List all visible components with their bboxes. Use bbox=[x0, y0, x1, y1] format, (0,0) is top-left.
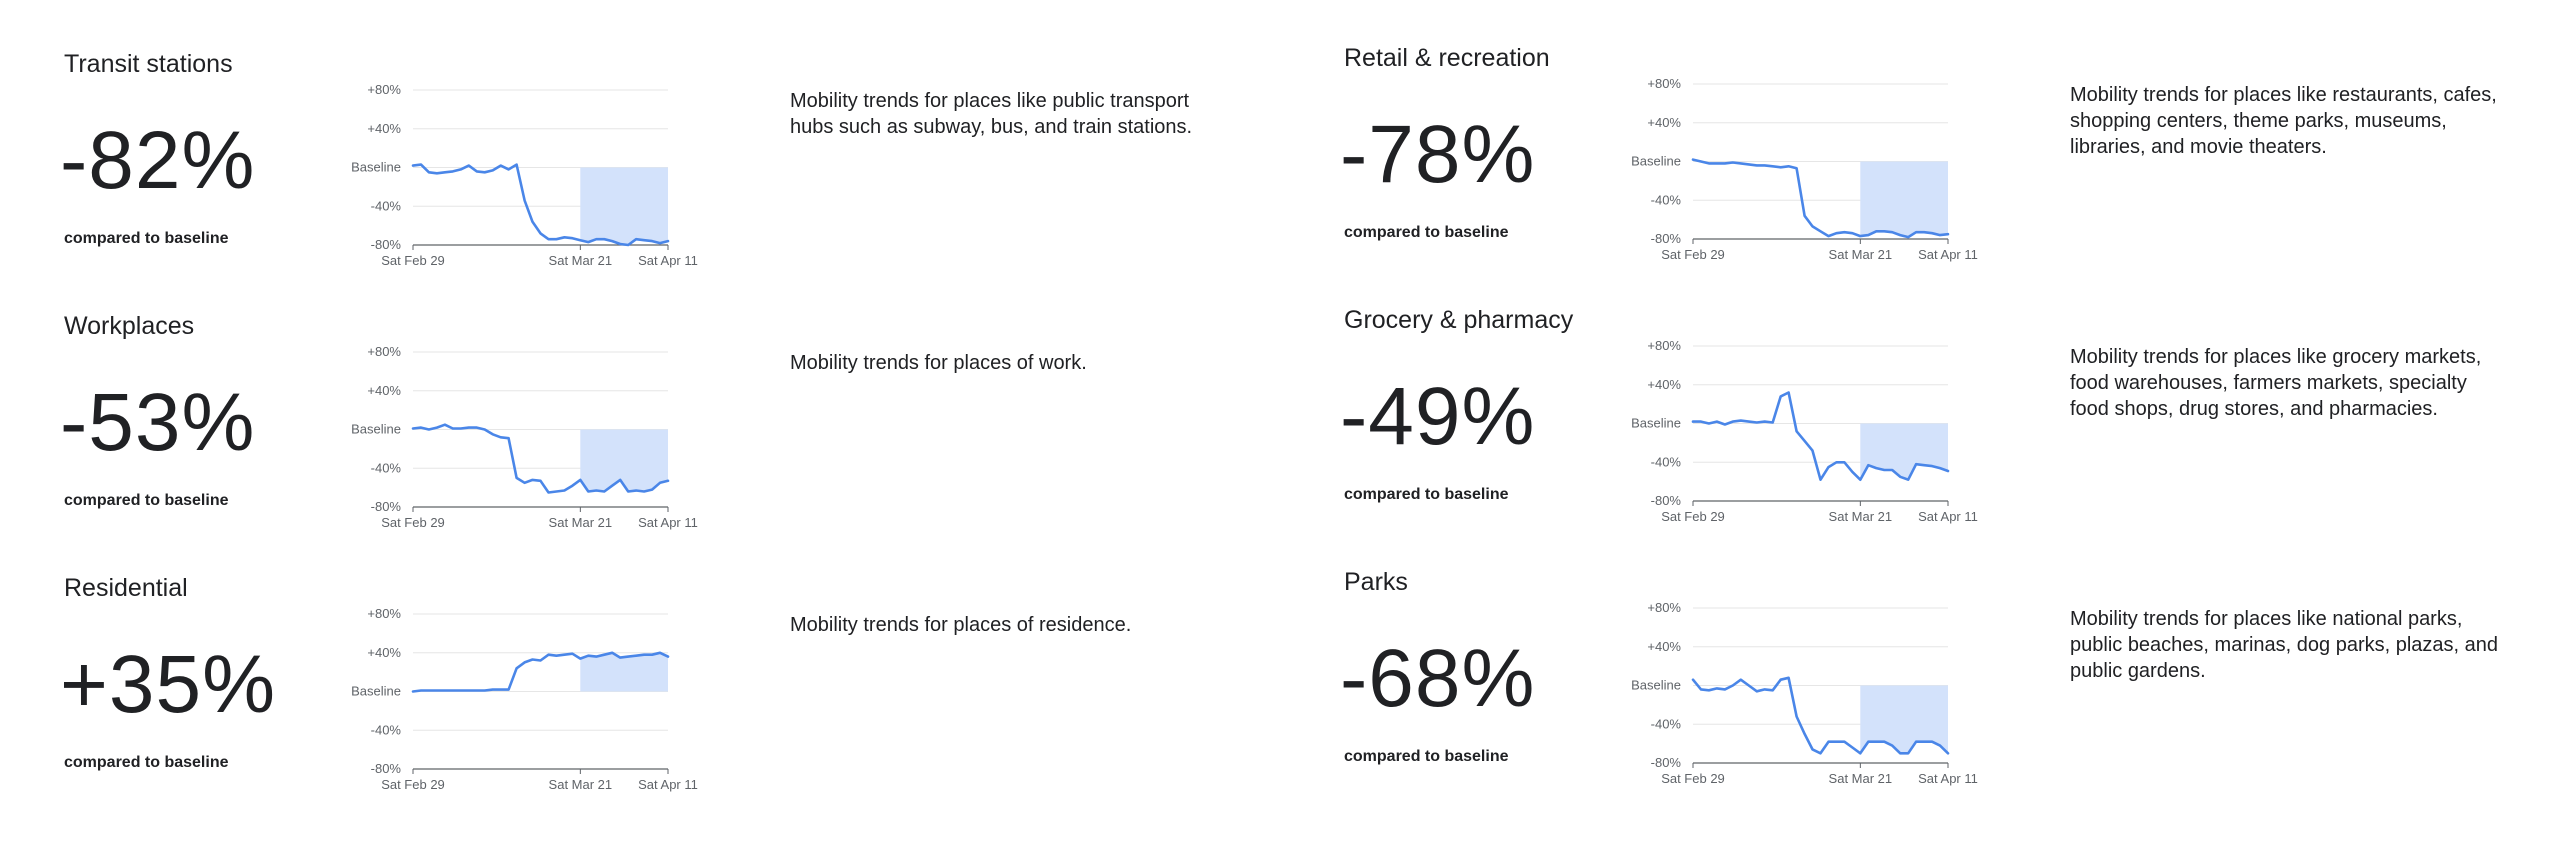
x-tick-label: Sat Apr 11 bbox=[1918, 509, 1978, 524]
y-tick-label: -80% bbox=[1650, 755, 1681, 770]
change-shaded-area bbox=[580, 653, 668, 692]
y-tick-label: -40% bbox=[370, 722, 401, 738]
category-title: Retail & recreation bbox=[1344, 44, 1550, 72]
category-title: Transit stations bbox=[64, 50, 233, 78]
category-title: Grocery & pharmacy bbox=[1344, 306, 1574, 334]
y-tick-label: +40% bbox=[367, 382, 401, 398]
category-title: Workplaces bbox=[64, 312, 195, 340]
y-tick-label: -80% bbox=[1650, 231, 1681, 246]
y-tick-label: -40% bbox=[1650, 454, 1681, 470]
y-tick-label: +40% bbox=[1647, 376, 1681, 392]
headline-percentage: -53% bbox=[60, 377, 256, 468]
x-tick-label: Sat Feb 29 bbox=[381, 253, 445, 268]
y-tick-label: +80% bbox=[1647, 600, 1681, 615]
headline-percentage: -49% bbox=[1340, 371, 1536, 462]
y-tick-label: -80% bbox=[370, 237, 401, 252]
category-description: Mobility trends for places like public transport hubs such as subway, bus, and train stations. bbox=[790, 90, 1193, 138]
compared-to-baseline-label: compared to baseline bbox=[64, 754, 229, 771]
category-description: Mobility trends for places like grocery markets, food warehouses, farmers markets, specialty food shops, drug stores, and pharmacies. bbox=[2070, 346, 2482, 420]
x-tick-label: Sat Feb 29 bbox=[1661, 771, 1725, 786]
x-tick-label: Sat Feb 29 bbox=[1661, 509, 1725, 524]
y-tick-label: +40% bbox=[1647, 114, 1681, 130]
y-tick-label: +80% bbox=[1647, 338, 1681, 353]
headline-percentage: -82% bbox=[60, 115, 256, 206]
y-tick-label: Baseline bbox=[1631, 677, 1681, 693]
mobility-card-workplaces bbox=[0, 262, 1280, 530]
headline-percentage: -78% bbox=[1340, 109, 1536, 200]
y-tick-label: Baseline bbox=[351, 159, 401, 175]
y-tick-label: -80% bbox=[370, 499, 401, 514]
y-tick-label: +40% bbox=[367, 644, 401, 660]
x-tick-label: Sat Mar 21 bbox=[1828, 247, 1893, 262]
trend-chart bbox=[1580, 54, 2040, 274]
trend-chart bbox=[300, 584, 760, 804]
trend-chart bbox=[1580, 316, 2040, 536]
y-tick-label: +40% bbox=[1647, 638, 1681, 654]
y-tick-label: Baseline bbox=[1631, 415, 1681, 431]
y-tick-label: -40% bbox=[1650, 192, 1681, 208]
x-tick-label: Sat Mar 21 bbox=[1828, 509, 1893, 524]
trend-chart bbox=[300, 322, 760, 542]
y-tick-label: +40% bbox=[367, 120, 401, 136]
y-tick-label: +80% bbox=[367, 606, 401, 621]
x-tick-label: Sat Apr 11 bbox=[1918, 771, 1978, 786]
y-tick-label: +80% bbox=[1647, 76, 1681, 91]
compared-to-baseline-label: compared to baseline bbox=[64, 230, 229, 247]
x-tick-label: Sat Mar 21 bbox=[548, 777, 613, 792]
compared-to-baseline-label: compared to baseline bbox=[1344, 748, 1509, 765]
y-tick-label: -40% bbox=[1650, 716, 1681, 732]
headline-percentage: -68% bbox=[1340, 633, 1536, 724]
x-tick-label: Sat Apr 11 bbox=[638, 253, 698, 268]
x-tick-label: Sat Feb 29 bbox=[381, 777, 445, 792]
y-tick-label: -80% bbox=[1650, 493, 1681, 508]
mobility-card-residential bbox=[0, 524, 1280, 792]
y-tick-label: -40% bbox=[370, 198, 401, 214]
mobility-card-parks bbox=[1280, 518, 2560, 786]
compared-to-baseline-label: compared to baseline bbox=[1344, 224, 1509, 241]
y-tick-label: Baseline bbox=[1631, 153, 1681, 169]
y-tick-label: -40% bbox=[370, 460, 401, 476]
category-description: Mobility trends for places like restaurants, cafes, shopping centers, theme parks, museums, libraries, and movie theaters. bbox=[2070, 84, 2497, 158]
mobility-card-grocery bbox=[1280, 256, 2560, 524]
compared-to-baseline-label: compared to baseline bbox=[1344, 486, 1509, 503]
x-tick-label: Sat Mar 21 bbox=[548, 253, 613, 268]
change-shaded-area bbox=[1860, 424, 1948, 480]
mobility-card-retail bbox=[1280, 0, 2560, 262]
y-tick-label: +80% bbox=[367, 344, 401, 359]
category-title: Parks bbox=[1344, 568, 1408, 596]
x-tick-label: Sat Apr 11 bbox=[1918, 247, 1978, 262]
category-description: Mobility trends for places of work. bbox=[790, 352, 1087, 374]
x-tick-label: Sat Apr 11 bbox=[638, 515, 698, 530]
x-tick-label: Sat Mar 21 bbox=[1828, 771, 1893, 786]
change-shaded-area bbox=[580, 430, 668, 492]
y-tick-label: Baseline bbox=[351, 683, 401, 699]
compared-to-baseline-label: compared to baseline bbox=[64, 492, 229, 509]
trend-chart bbox=[300, 60, 760, 280]
headline-percentage: +35% bbox=[60, 639, 277, 730]
change-shaded-area bbox=[580, 168, 668, 246]
x-tick-label: Sat Mar 21 bbox=[548, 515, 613, 530]
x-tick-label: Sat Feb 29 bbox=[1661, 247, 1725, 262]
y-tick-label: +80% bbox=[367, 82, 401, 97]
y-tick-label: Baseline bbox=[351, 421, 401, 437]
category-description: Mobility trends for places of residence. bbox=[790, 614, 1132, 636]
trend-chart bbox=[1580, 578, 2040, 798]
x-tick-label: Sat Apr 11 bbox=[638, 777, 698, 792]
x-tick-label: Sat Feb 29 bbox=[381, 515, 445, 530]
mobility-card-transit bbox=[0, 0, 1280, 268]
category-description: Mobility trends for places like national parks, public beaches, marinas, dog parks, plazas, and public gardens. bbox=[2070, 608, 2499, 682]
category-title: Residential bbox=[64, 574, 188, 602]
change-shaded-area bbox=[1860, 162, 1948, 238]
y-tick-label: -80% bbox=[370, 761, 401, 776]
